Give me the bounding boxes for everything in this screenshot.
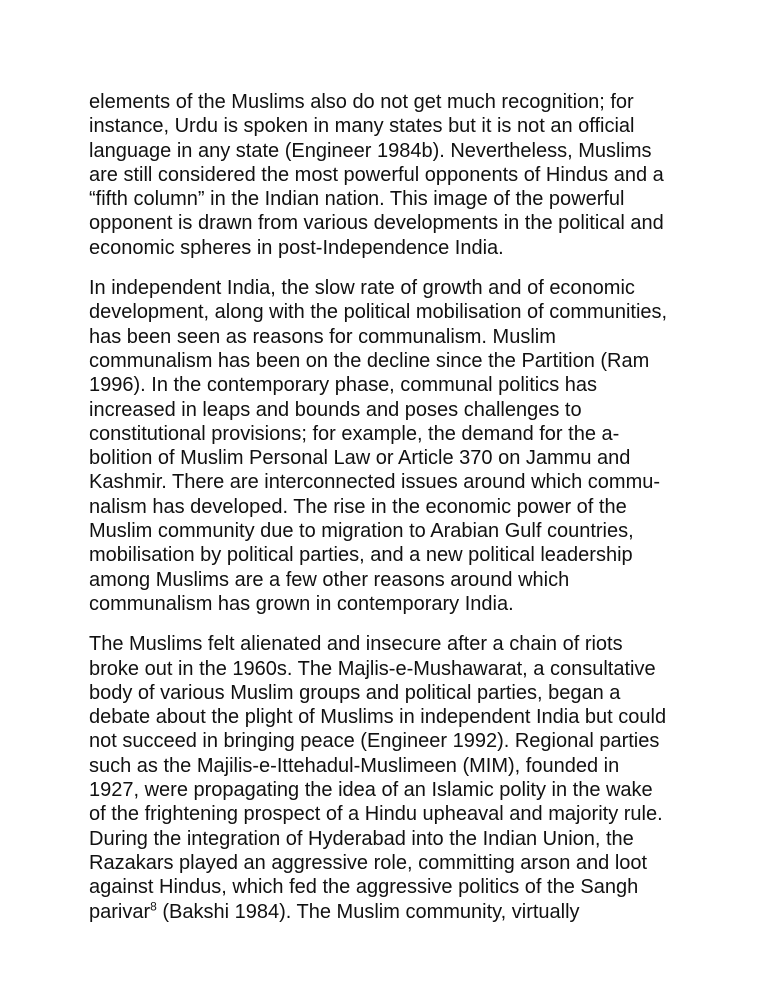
text-line: of the frightening prospect of a Hindu upheaval and majority rule. [89,803,663,826]
paragraph-2 [89,276,729,616]
text-line: body of various Muslim groups and political parties, began a [89,681,621,704]
paragraph-3 [89,632,729,924]
text-line: mobilisation by political parties, and a new political leadership [89,544,633,567]
footnote-marker[interactable]: 8 [150,898,157,913]
text-line: communalism has been on the decline since the Partition (Ram [89,349,650,372]
text-line: development, along with the political mobilisation of communities, [89,301,668,324]
text-line: has been seen as reasons for communalism. Muslim [89,325,556,348]
text-line: During the integration of Hyderabad into the Indian Union, the [89,827,634,850]
text-line: language in any state (Engineer 1984b). Nevertheless, Muslims [89,139,652,162]
text-segment: (Bakshi 1984). The Muslim community, virtually [156,900,580,923]
text-line: 1927, were propagating the idea of an Islamic polity in the wake [89,779,653,802]
text-line: 1996). In the contemporary phase, communal politics has [89,374,598,397]
text-line: communalism has grown in contemporary India. [89,592,514,615]
text-line: debate about the plight of Muslims in independent India but could [89,706,667,729]
text-line: Muslim community due to migration to Arabian Gulf countries, [89,520,634,543]
text-line: The Muslims felt alienated and insecure after a chain of riots [89,633,623,656]
text-line: opponent is drawn from various developments in the political and [89,212,664,235]
text-line: such as the Majilis-e-Ittehadul-Muslimeen (MIM), founded in [89,754,620,777]
text-line: increased in leaps and bounds and poses challenges to [89,398,582,421]
text-line: broke out in the 1960s. The Majlis-e-Mushawarat, a consultative [89,657,656,680]
text-line: against Hindus, which fed the aggressive politics of the Sangh [89,876,639,899]
text-line: Razakars played an aggressive role, committing arson and loot [89,851,648,874]
text-segment: parivar [89,900,151,923]
text-line: In independent India, the slow rate of growth and of economic [89,277,635,300]
text-line: “fifth column” in the Indian nation. This image of the powerful [89,188,625,211]
text-line: nalism has developed. The rise in the economic power of the [89,495,627,518]
text-line: instance, Urdu is spoken in many states but it is not an official [89,115,635,138]
text-line: elements of the Muslims also do not get much recognition; for [89,91,634,113]
document-page [89,90,729,940]
text-line: economic spheres in post-Independence India. [89,236,504,259]
text-line: Kashmir. There are interconnected issues around which commu- [89,471,661,494]
text-line: among Muslims are a few other reasons around which [89,568,570,591]
footnote-text-line [89,900,729,924]
paragraph-1 [89,90,729,260]
text-line: constitutional provisions; for example, the demand for the a- [89,422,620,445]
text-line: bolition of Muslim Personal Law or Article 370 on Jammu and [89,447,631,470]
text-line: not succeed in bringing peace (Engineer 1992). Regional parties [89,730,660,753]
text-line: are still considered the most powerful opponents of Hindus and a [89,163,664,186]
